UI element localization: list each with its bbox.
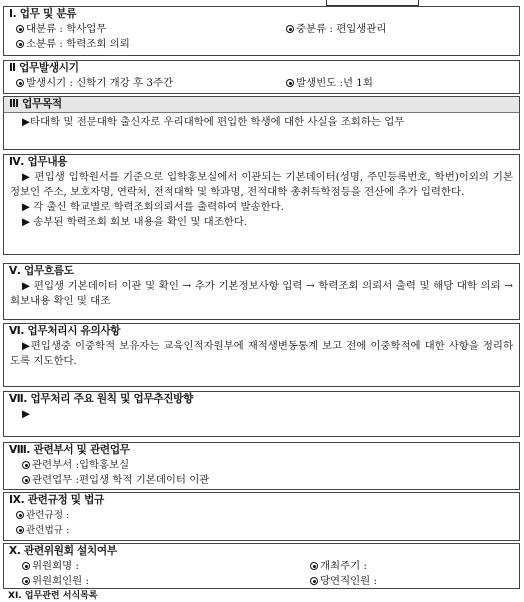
section-cautions <box>3 323 520 387</box>
section-committee <box>3 543 520 589</box>
purpose-text: ▶타대학 및 전문대학 출신자로 우리대학에 편입한 학생에 대한 사실을 조회하는 업무 <box>22 116 405 128</box>
radio-icon <box>286 79 294 87</box>
committee-members: 위원회인원 : <box>22 574 89 589</box>
radio-icon <box>22 461 30 469</box>
section-purpose <box>3 96 520 150</box>
content-paragraph-3: ▶ 송부된 학력조회 회보 내용을 확인 및 대조한다. <box>22 216 248 228</box>
ex-officio-members: 당연직인원 : <box>310 574 377 589</box>
section-heading: Ⅳ. 업무내용 <box>9 156 68 168</box>
radio-icon <box>22 562 30 570</box>
occurrence-frequency: 발생빈도 :년 1회 <box>286 76 373 91</box>
section-heading: Ⅶ. 업무처리 주요 원칙 및 업무추진방향 <box>9 393 194 405</box>
content-paragraph-1: ▶ 편입생 입학원서를 기준으로 입학홍보실에서 이관되는 기본데이터(성명, 주민등록번호, 학번)이외의 기본정보인 주소, 보호자명, 연락처, 전적대학 및 학과명, 전적대학 총취득학점등을 전산에 추가 입력한다. <box>10 171 513 198</box>
arrow-icon: ▶ <box>22 408 30 420</box>
flow-text: ▶ 편입생 기본데이터 이관 및 확인 → 추가 기본정보사항 입력 → 학력조회 의뢰서 출력 및 해당 대학 의뢰 → 회보내용 확인 및 대조 <box>10 280 513 307</box>
classification-row-1 <box>4 22 519 37</box>
radio-icon <box>310 577 318 585</box>
middle-category: 중분류 : 편입생관리 <box>286 22 386 37</box>
minor-category: 소분류 : 학력조회 의뢰 <box>16 37 130 52</box>
section-heading: Ⅵ. 업무처리시 유의사항 <box>9 325 121 337</box>
section-heading: Ⅰ. 업무 및 분류 <box>9 8 77 20</box>
related-department: 관련부서 :입학홍보실 <box>22 458 129 473</box>
committee-row-1 <box>4 559 519 574</box>
timing-row <box>4 76 519 91</box>
radio-icon <box>22 476 30 484</box>
major-category: 대분류 : 학사업무 <box>16 22 106 37</box>
section-regulations <box>3 492 520 541</box>
occurrence-period: 발생시기 : 신학기 개강 후 3주간 <box>16 76 173 91</box>
classification-row-2 <box>4 37 519 52</box>
principles-row <box>4 407 519 422</box>
regulation-row <box>4 508 519 523</box>
section-timing <box>3 60 520 94</box>
section-forms-heading: ⅩⅠ. 업무관련 서식목록 <box>8 591 98 601</box>
radio-icon <box>16 526 24 534</box>
section-flow <box>3 263 520 320</box>
section-content <box>3 154 520 255</box>
section-heading: Ⅷ. 관련부서 및 관련업무 <box>9 444 130 456</box>
radio-icon <box>310 562 318 570</box>
department-row <box>4 458 519 473</box>
radio-icon <box>22 577 30 585</box>
related-law: 관련법규 : <box>16 523 69 538</box>
radio-icon <box>16 511 24 519</box>
cautions-text: ▶편입생중 이중학적 보유자는 교육인적자원부에 재적생변동통계 보고 전에 이중학적에 대한 사항을 정리하도록 지도한다. <box>10 340 513 367</box>
content-paragraph-2: ▶ 각 출신 학교별로 학력조회의뢰서를 출력하여 발송한다. <box>22 201 284 213</box>
section-principles <box>3 391 520 437</box>
law-row <box>4 523 519 538</box>
radio-icon <box>16 79 24 87</box>
radio-icon <box>16 25 24 33</box>
radio-icon <box>286 25 294 33</box>
meeting-cycle: 개최주기 : <box>310 559 367 574</box>
section-classification <box>3 6 520 56</box>
section-heading: Ⅲ 업무목적 <box>4 97 519 113</box>
committee-name: 위원회명 : <box>22 559 79 574</box>
section-related-departments <box>3 442 520 490</box>
section-heading: Ⅸ. 관련규정 및 법규 <box>9 494 104 506</box>
section-heading: Ⅹ. 관련위원회 설치여부 <box>9 545 117 557</box>
section-heading: Ⅴ. 업무흐름도 <box>9 265 74 277</box>
section-heading: Ⅱ 업무발생시기 <box>9 62 79 74</box>
related-regulation: 관련규정 : <box>16 508 69 523</box>
related-task: 관련업무 :편입생 학적 기본데이터 이관 <box>22 473 209 488</box>
committee-row-2 <box>4 574 519 589</box>
task-row <box>4 473 519 488</box>
radio-icon <box>16 40 24 48</box>
